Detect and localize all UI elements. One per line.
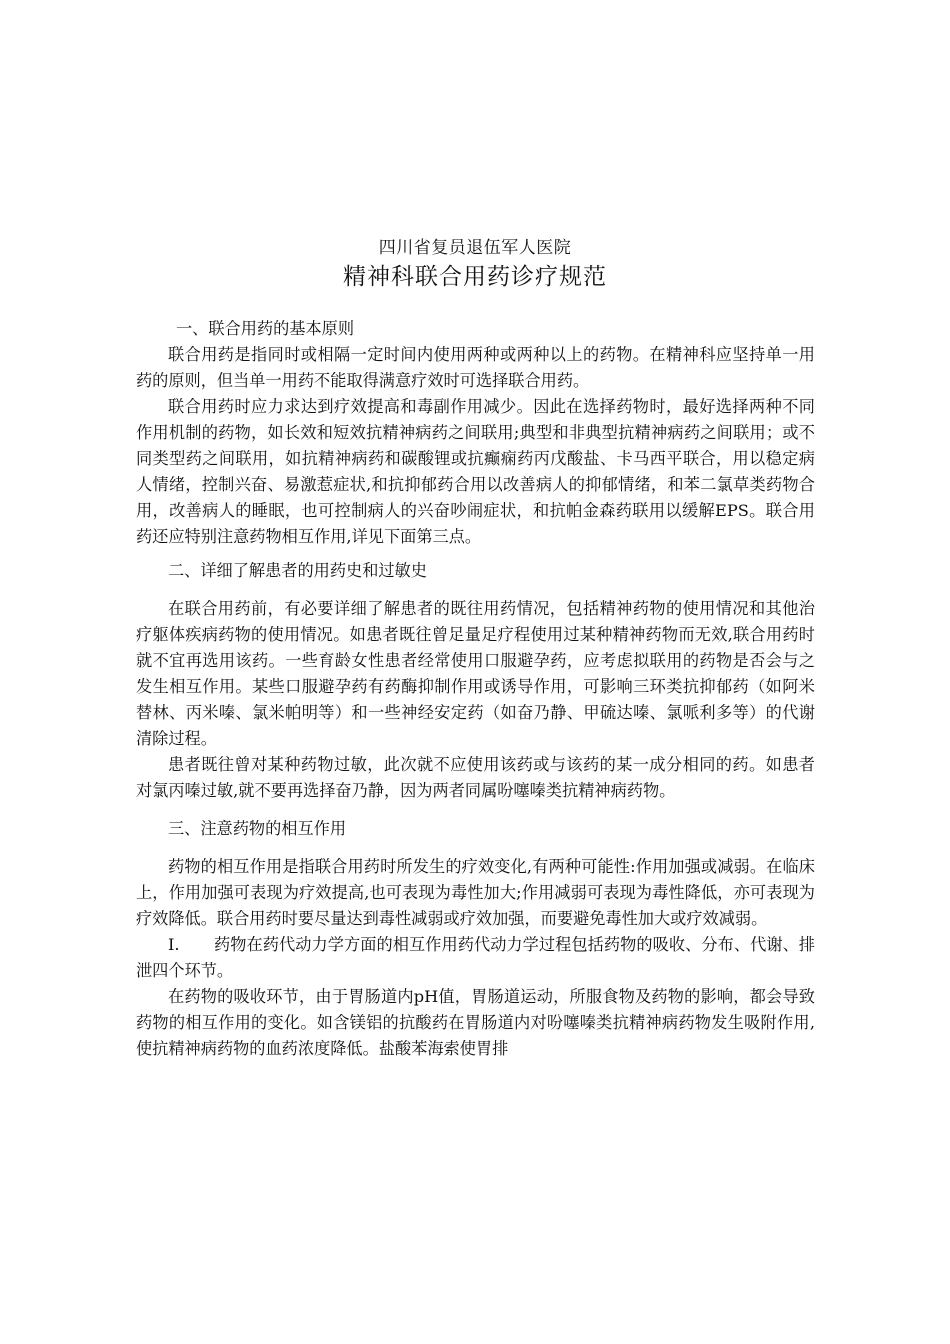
section3-paragraph-1: 药物的相互作用是指联合用药时所发生的疗效变化,有两种可能性:作用加强或减弱。在临床上，作用加强可表现为疗效提高,也可表现为毒性加大;作用减弱可表现为毒性降低，亦可表现为疗效降低。联合用药时要尽量达到毒性减弱或疗效加强，而要避免毒性加大或疗效减弱。 xyxy=(136,857,815,928)
spacer xyxy=(136,842,815,854)
spacer xyxy=(136,804,815,816)
section3-heading: 三、注意药物的相互作用 xyxy=(168,819,347,838)
section2-heading: 二、详细了解患者的用药史和过敏史 xyxy=(168,561,427,580)
item-text: 药物在药代动力学方面的相互作用药代动力学过程包括药物的吸收、分布、代谢、排泄四个环节。 xyxy=(136,935,815,980)
document-title: 精神科联合用药诊疗规范 xyxy=(343,264,607,290)
section2-paragraph-2: 患者既往曾对某种药物过敏，此次就不应使用该药或与该药的某一成分相同的药。如患者对氯丙嗪过敏,就不要再选择奋乃静，因为两者同属吩噻嗪类抗精神病药物。 xyxy=(136,755,815,800)
section1-heading: 一、联合用药的基本原则 xyxy=(176,319,355,338)
section1-paragraph-1: 联合用药是指同时或相隔一定时间内使用两种或两种以上的药物。在精神科应坚持单一用药的原则，但当单一用药不能取得满意疗效时可选择联合用药。 xyxy=(136,345,815,390)
spacer xyxy=(136,550,815,558)
document-body xyxy=(136,316,815,1062)
section3-item-1 xyxy=(136,932,815,984)
section3-paragraph-2: 在药物的吸收环节，由于胃肠道内pH值，胃肠道运动，所服食物及药物的影响，都会导致药物的相互作用的变化。如含镁铝的抗酸药在胃肠道内对吩噻嗪类抗精神病药物发生吸附作用,使抗精神病药物的血药浓度降低。盐酸苯海索使胃排 xyxy=(136,987,815,1058)
section2-paragraph-1: 在联合用药前，有必要详细了解患者的既往用药情况，包括精神药物的使用情况和其他治疗躯体疾病药物的使用情况。如患者既往曾足量足疗程使用过某种精神药物而无效,联合用药时就不宜再选用该药。一些育龄女性患者经常使用口服避孕药，应考虑拟联用的药物是否会与之发生相互作用。某些口服避孕药有药酶抑制作用或诱导作用，可影响三环类抗抑郁药（如阿米替林、丙米嗪、氯米帕明等）和一些神经安定药（如奋乃静、甲硫达嗪、氯哌利多等）的代谢清除过程。 xyxy=(136,599,815,748)
item-number: I. xyxy=(168,935,180,954)
title-block xyxy=(0,236,950,292)
hospital-name: 四川省复员退伍军人医院 xyxy=(378,238,572,258)
section1-paragraph-2: 联合用药时应力求达到疗效提高和毒副作用减少。因此在选择药物时，最好选择两种不同作用机制的药物，如长效和短效抗精神病药之间联用;典型和非典型抗精神病药之间联用；或不同类型药之间联用，如抗精神病药和碳酸锂或抗癫痫药丙戊酸盐、卡马西平联合，用以稳定病人情绪，控制兴奋、易激惹症状,和抗抑郁药合用以改善病人的抑郁情绪，和苯二氯草类药物合用，改善病人的睡眠，也可控制病人的兴奋吵闹症状，和抗帕金森药联用以缓解EPS。联合用药还应特别注意药物相互作用,详见下面第三点。 xyxy=(136,397,815,546)
spacer xyxy=(136,584,815,596)
